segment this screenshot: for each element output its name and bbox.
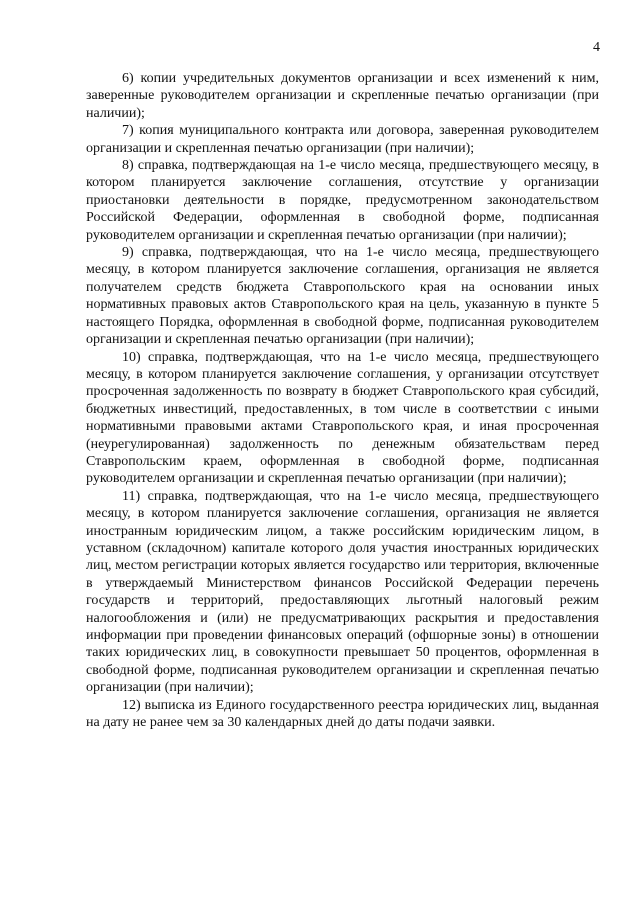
list-item-12: 12) выписка из Единого государственного реестра юридических лиц, выданная на дату не ранее чем за 30 календарных дней до даты подачи заявки. (86, 697, 599, 731)
list-item-10: 10) справка, подтверждающая, что на 1-е число месяца, предшествующего месяцу, в котором планируется заключение соглашения, у организации отсутствует просроченная задолженность по возврату в бюджет Ставропольского края субсидий, бюджетных инвестиций, предоставленных, в том числе в соответствии с иными нормативными правовыми актами Ставропольского края, и иная просроченная (неурегулированная) задолженность по денежным обязательствам перед Ставропольским краем, оформленная в свободной форме, подписанная руководителем организации и скрепленная печатью организации (при наличии); (86, 349, 599, 487)
list-item-8: 8) справка, подтверждающая на 1-е число месяца, предшествующего месяцу, в котором планируется заключение соглашения, отсутствие у организации приостановки деятельности в порядке, предусмотренном законодательством Российской Федерации, оформленная в свободной форме, подписанная руководителем организации и скрепленная печатью организации (при наличии); (86, 158, 599, 243)
list-item-6: 6) копии учредительных документов организации и всех изменений к ним, заверенные руководителем организации и скрепленные печатью организации (при наличии); (86, 71, 599, 121)
list-item-9: 9) справка, подтверждающая, что на 1-е число месяца, предшествующего месяцу, в котором планируется заключение соглашения, организация не является получателем средств бюджета Ставропольского края на основании иных нормативных правовых актов Ставропольского края на цель, указанную в пункте 5 настоящего Порядка, оформленная в свободной форме, подписанная руководителем организации и скрепленная печатью организации (при наличии); (86, 245, 599, 348)
page-number: 4 (593, 40, 600, 55)
list-item-7: 7) копия муниципального контракта или договора, заверенная руководителем организации и скрепленная печатью организации (при наличии); (86, 123, 599, 156)
document-body (86, 70, 599, 731)
list-item-11: 11) справка, подтверждающая, что на 1-е число месяца, предшествующего месяцу, в котором планируется заключение соглашения, организация не является иностранным юридическим лицом, а также российским юридическим лицом, в уставном (складочном) капитале которого доля участия иностранных юридических лиц, местом регистрации которых является государство или территория, включенные в утверждаемый Министерством финансов Российской Федерации перечень государств и территорий, предоставляющих льготный налоговый режим налогообложения и (или) не предусматривающих раскрытия и предоставления информации при проведении финансовых операций (офшорные зоны) в отношении таких юридических лиц, в совокупности превышает 50 процентов, оформленная в свободной форме, подписанная руководителем организации и скрепленная печатью организации (при наличии); (86, 488, 599, 696)
